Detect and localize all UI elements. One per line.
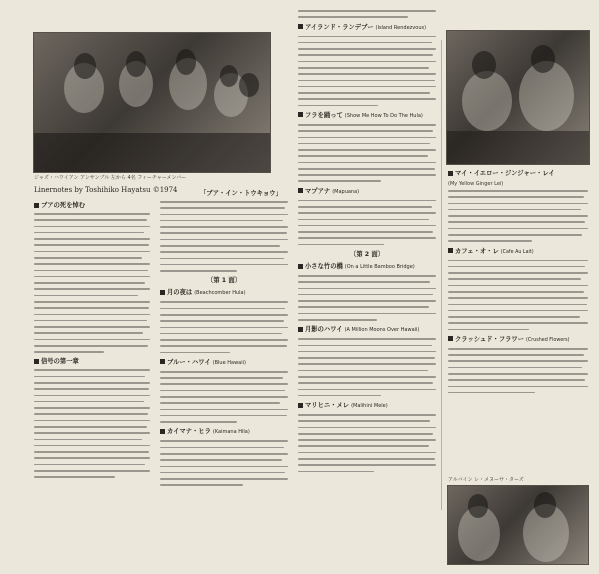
square-bullet-icon: [448, 336, 453, 341]
square-bullet-icon: [448, 248, 453, 253]
square-bullet-icon: [298, 327, 303, 332]
square-bullet-icon: [160, 359, 165, 364]
square-bullet-icon: [298, 403, 303, 408]
square-bullet-icon: [160, 429, 165, 434]
track-english-title: (My Yellow Ginger Lei): [448, 181, 504, 187]
square-bullet-icon: [298, 188, 303, 193]
bottom-photo-caption: アルバイン レ・メヌーサ・ターズ: [448, 477, 524, 483]
top-photo-caption: ジャズ・ハワイアン アンサンブル 左から 4名 フィーチャーメンバー: [34, 175, 187, 181]
column-3: [298, 10, 436, 477]
track-title: カイマナ・ヒラ (Kaimana Hila): [160, 427, 288, 437]
section-head: 信号の第一章: [34, 357, 150, 366]
duo-photo-bottom: [447, 485, 589, 565]
track-title: アイランド・ランデブー (Island Rendezvous): [298, 23, 436, 33]
track-title: マイ・イエロー・ジンジャー・レイ: [448, 169, 588, 178]
square-bullet-icon: [160, 290, 165, 295]
band-photo-top: [33, 32, 271, 173]
section-head: 「ブア・イン・トウキョウ」: [200, 190, 282, 197]
track-title: 小さな竹の橋 (On a Little Bamboo Bridge): [298, 262, 436, 272]
track-title: 月影のハワイ (A Million Moons Over Hawaii): [298, 325, 436, 335]
track-title: クラッシュド・フラワー (Crushed Flowers): [448, 335, 588, 345]
square-bullet-icon: [448, 171, 453, 176]
section-head: ブアの死を悼む: [34, 201, 150, 210]
column-2: [160, 186, 288, 491]
track-title: フラを踊って (Show Me How To Do The Hula): [298, 111, 436, 121]
side-divider: 〔第 1 面〕: [207, 277, 241, 285]
square-bullet-icon: [34, 203, 39, 208]
linernotes-credit: Linernotes by Toshihiko Hayatsu ©1974: [34, 186, 178, 194]
track-title: カフェ・オ・レ (Cafe Au Lait): [448, 247, 588, 257]
track-title: マプアナ (Mapuana): [298, 187, 436, 197]
track-title: ブルー・ハワイ (Blue Hawaii): [160, 358, 288, 368]
column-4: [448, 166, 588, 398]
square-bullet-icon: [298, 24, 303, 29]
track-title: マリヒニ・メレ (Malihini Mele): [298, 401, 436, 411]
track-title: 月の夜は (Beachcomber Hula): [160, 288, 288, 298]
guitarist-photo: [446, 30, 590, 165]
side-divider: 〔第 2 面〕: [350, 251, 384, 258]
square-bullet-icon: [298, 112, 303, 117]
square-bullet-icon: [298, 264, 303, 269]
column-1: [34, 198, 150, 483]
square-bullet-icon: [34, 359, 39, 364]
